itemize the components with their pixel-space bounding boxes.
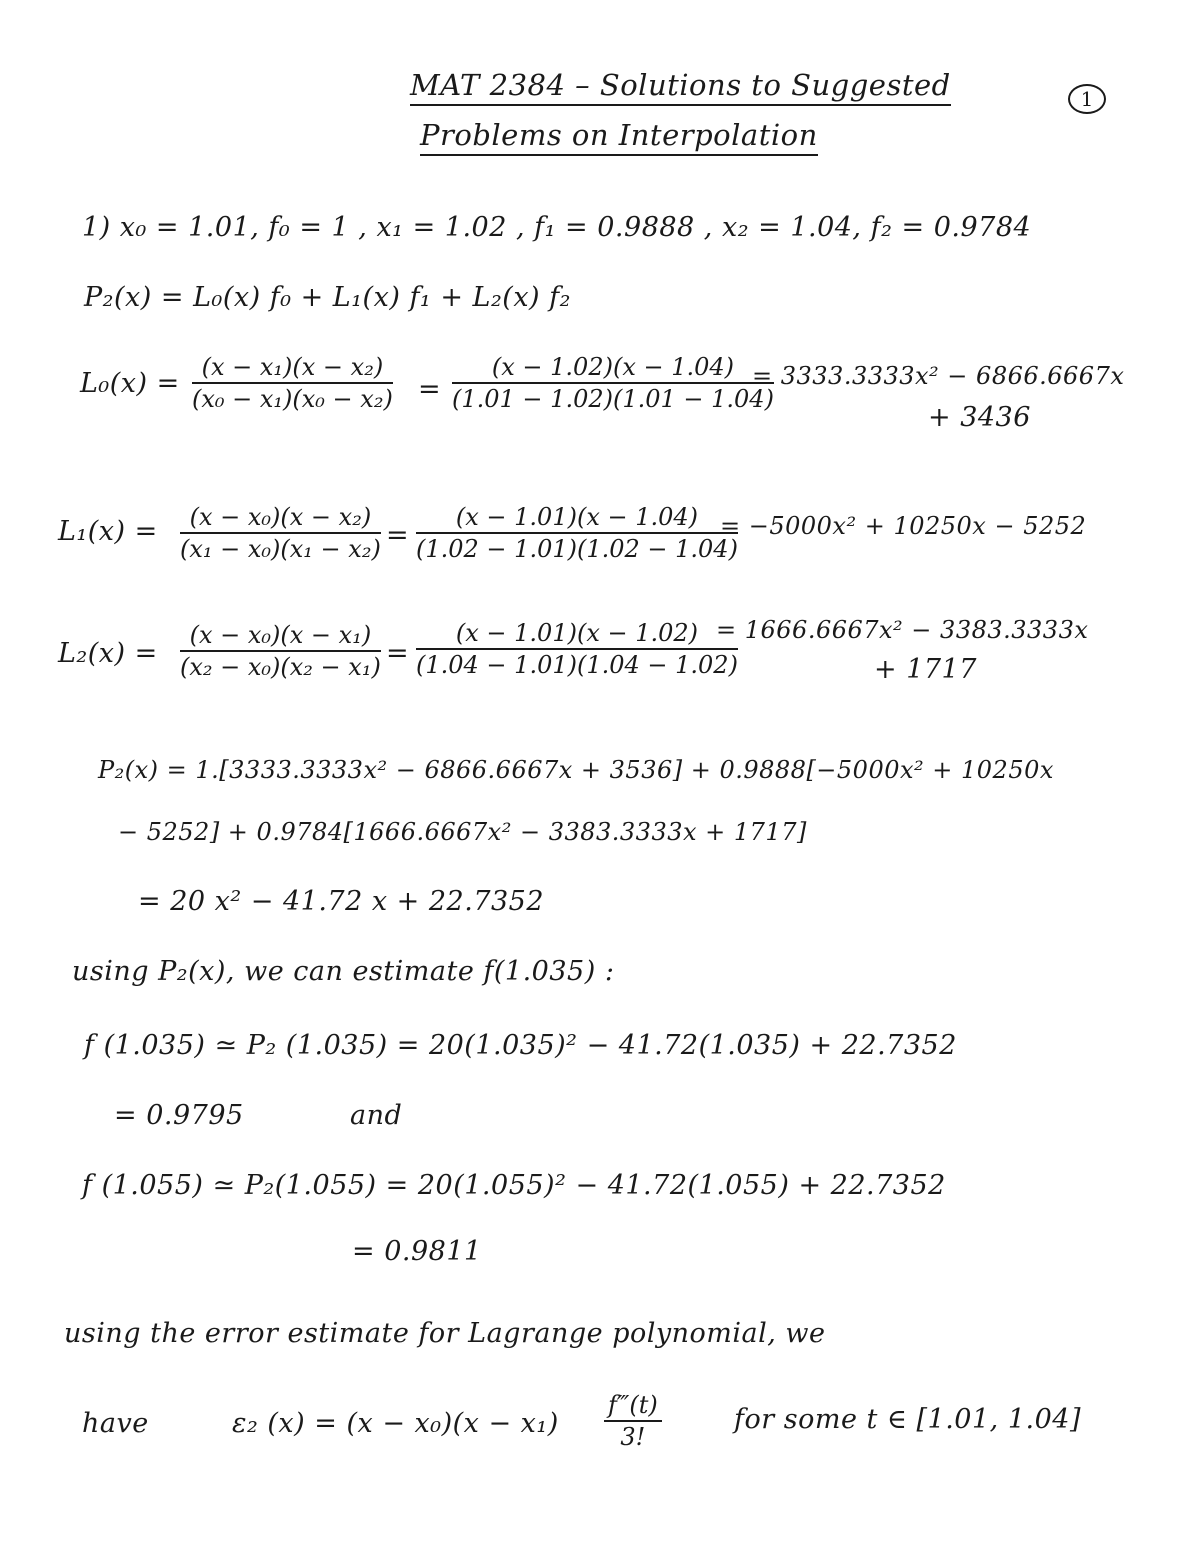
l0-result: = 3333.3333x² − 6866.6667x xyxy=(752,362,1125,390)
l2-result-cont: + 1717 xyxy=(874,654,977,685)
l1-den-symbolic: (x₁ − x₀)(x₁ − x₂) xyxy=(180,535,381,563)
l2-num-numeric: (x − 1.01)(x − 1.02) xyxy=(416,618,738,650)
l2-den-symbolic: (x₂ − x₀)(x₂ − x₁) xyxy=(180,653,381,681)
l0-fraction-symbolic xyxy=(192,352,393,414)
l0-result-cont: + 3436 xyxy=(928,402,1031,433)
l2-equals: = xyxy=(386,638,410,669)
estimate-1035-result: = 0.9795 xyxy=(114,1100,244,1131)
l2-fraction-numeric xyxy=(416,618,738,680)
l2-result: = 1666.6667x² − 3383.3333x xyxy=(716,616,1089,644)
error-formula-lhs: ε₂ (x) = (x − x₀)(x − x₁) xyxy=(232,1408,559,1439)
estimate-1035-line1: f (1.035) ≃ P₂ (1.035) = 20(1.035)² − 41.72(1.035) + 22.7352 xyxy=(84,1030,957,1061)
have-word: have xyxy=(82,1408,149,1439)
error-fraction-den: 3! xyxy=(620,1423,646,1451)
l1-num-symbolic: (x − x₀)(x − x₂) xyxy=(180,502,381,534)
page-number: 1 xyxy=(1068,84,1106,114)
l0-fraction-numeric xyxy=(452,352,774,414)
p2-expansion-line1: P₂(x) = 1.[3333.3333x² − 6866.6667x + 3536] + 0.9888[−5000x² + 10250x xyxy=(98,756,1054,784)
using-p2-line: using P₂(x), we can estimate f(1.035) : xyxy=(72,956,615,987)
l1-den-numeric: (1.02 − 1.01)(1.02 − 1.04) xyxy=(416,535,738,563)
l1-lhs: L₁(x) = xyxy=(58,516,158,547)
and-word: and xyxy=(350,1100,403,1131)
l2-fraction-symbolic xyxy=(180,620,381,682)
error-fraction xyxy=(604,1390,662,1452)
given-values: 1) x₀ = 1.01, f₀ = 1 , x₁ = 1.02 , f₁ = 0.9888 , x₂ = 1.04, f₂ = 0.9784 xyxy=(82,212,1032,243)
p2-definition: P₂(x) = L₀(x) f₀ + L₁(x) f₁ + L₂(x) f₂ xyxy=(84,282,571,313)
l2-den-numeric: (1.04 − 1.01)(1.04 − 1.02) xyxy=(416,651,738,679)
l1-fraction-numeric xyxy=(416,502,738,564)
error-fraction-num: f‴(t) xyxy=(604,1390,662,1422)
l1-num-numeric: (x − 1.01)(x − 1.04) xyxy=(416,502,738,534)
l1-equals: = xyxy=(386,520,410,551)
l0-lhs: L₀(x) = xyxy=(80,368,180,399)
l1-fraction-symbolic xyxy=(180,502,381,564)
error-formula-rhs: for some t ∈ [1.01, 1.04] xyxy=(734,1404,1081,1435)
p2-expansion-line2: − 5252] + 0.9784[1666.6667x² − 3383.3333x + 1717] xyxy=(118,818,807,846)
p2-simplified: = 20 x² − 41.72 x + 22.7352 xyxy=(138,886,545,917)
l0-den-symbolic: (x₀ − x₁)(x₀ − x₂) xyxy=(192,385,393,413)
l2-num-symbolic: (x − x₀)(x − x₁) xyxy=(180,620,381,652)
estimate-1055-result: = 0.9811 xyxy=(352,1236,482,1267)
page-title-line2: Problems on Interpolation xyxy=(420,118,818,156)
estimate-1055-line1: f (1.055) ≃ P₂(1.055) = 20(1.055)² − 41.72(1.055) + 22.7352 xyxy=(82,1170,946,1201)
l0-num-numeric: (x − 1.02)(x − 1.04) xyxy=(452,352,774,384)
l1-result: = −5000x² + 10250x − 5252 xyxy=(720,512,1087,540)
l0-num-symbolic: (x − x₁)(x − x₂) xyxy=(192,352,393,384)
l0-den-numeric: (1.01 − 1.02)(1.01 − 1.04) xyxy=(452,385,774,413)
l0-equals: = xyxy=(418,374,442,405)
l2-lhs: L₂(x) = xyxy=(58,638,158,669)
error-intro-line: using the error estimate for Lagrange polynomial, we xyxy=(64,1318,826,1349)
page-title-line1: MAT 2384 – Solutions to Suggested xyxy=(410,68,951,106)
